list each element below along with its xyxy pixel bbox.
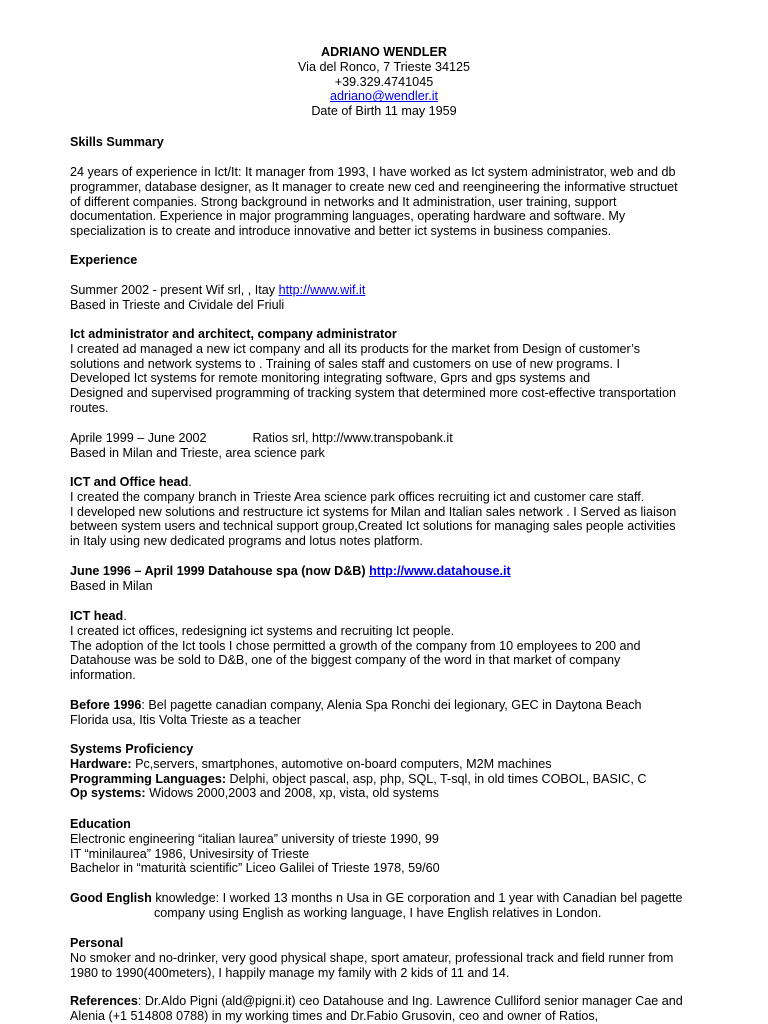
before-1996 [70,698,710,728]
skills-line: 24 years of experience in Ict/It: It manager from 1993, I have worked as Ict system administrator, web and db [70,165,676,179]
job2-header [70,431,710,461]
phone: +39.329.4741045 [334,74,434,89]
job3-role: ICT head [70,609,124,623]
job2-based: Based in Milan and Trieste, area science park [70,445,325,460]
experience-heading-block [70,253,710,268]
experience-heading: Experience [70,253,138,267]
os-text: Widows 2000,2003 and 2008, xp, vista, old systems [145,786,439,801]
hardware-label: Hardware: [70,756,132,771]
candidate-name: ADRIANO WENDLER [321,45,447,59]
job2-company: Ratios srl, http://www.transpobank.it [252,431,453,445]
job1-line: I created ad managed a new ict company and all its products for the market from Design of customer’s [70,341,641,356]
job2-line: between system users and technical support group,Created Ict solutions for managing sales people activities [70,519,676,534]
education-heading: Education [70,817,131,831]
job3-period: June 1996 – April 1999 Datahouse spa (now D&B) [70,564,370,578]
skills-line: programmer, database designer, as It manager to create new ced and reengineering the informative structuet [70,179,678,194]
job1-line: Designed and supervised programming of tracking system that determined more cost-effective transportation [70,386,676,401]
job3-line: information. [70,668,136,683]
job3-url-link[interactable]: http://www.datahouse.it [369,564,511,578]
email-link[interactable]: adriano@wendler.it [330,89,438,104]
education-line: Electronic engineering “italian laurea” university of trieste 1990, 99 [70,831,439,846]
personal-line: 1980 to 1990(400meters), I happily manage my family with 2 kids of 11 and 14. [70,965,510,980]
job1-line: solutions and network systems to . Training of sales staff and customers on use of new programs. I [70,356,620,371]
education-line: Bachelor in “maturità scientific” Liceo Galilei of Trieste 1978, 59/60 [70,861,440,876]
job1-header [70,283,710,313]
job1-url-link[interactable]: http://www.wif.it [278,283,366,297]
job2-role-suffix: . [188,475,192,489]
skills-line: documentation. Experience in major programming languages, operating hardware and software. My [70,209,626,224]
job3-line: The adoption of the Ict tools I chose permitted a growth of the company from 10 employees to 200 and [70,638,641,653]
references-section [70,994,710,1024]
skills-text [70,165,710,239]
os-label: Op systems: [70,786,146,801]
job2-period: Aprile 1999 – June 2002 [70,431,207,445]
job3-details [70,609,710,683]
english-text-line2: company using English as working language, I have English relatives in London. [154,905,602,920]
job2-line: I developed new solutions and restructure ict systems for Milan and Italian sales network . I Served as liaison [70,504,677,519]
skills-heading: Skills Summary [70,135,164,149]
job2-line: I created the company branch in Trieste Area science park offices recruiting ict and customer care staff. [70,489,645,504]
date-of-birth: Date of Birth 11 may 1959 [311,104,457,119]
references-label: References [70,994,138,1008]
job3-line: Datahouse was be sold to D&B, one of the biggest company of the word in that market of company [70,653,621,668]
job1-period: Summer 2002 - present Wif srl, , Itay [70,283,279,297]
job1-based: Based in Trieste and Cividale del Friuli [70,297,285,312]
english-section [70,891,710,921]
programming-text: Delphi, object pascal, asp, php, SQL, T-sql, in old times COBOL, BASIC, C [226,771,647,786]
job3-header [70,564,710,594]
personal-heading: Personal [70,936,124,950]
personal-line: No smoker and no-drinker, very good physical shape, sport amateur, professional track and field runner from [70,950,674,965]
job3-role-suffix: . [123,609,127,623]
references-text: : Dr.Aldo Pigni (ald@pigni.it) ceo Datahouse and Ing. Lawrence Culliford senior manager Cae and [137,994,683,1008]
job1-line: Developed Ict systems for remote monitoring integrating software, Gprs and gps systems and [70,371,591,386]
resume-header [0,45,768,119]
english-text: knowledge: I worked 13 months n Usa in GE corporation and 1 year with Canadian bel pagette [151,891,683,905]
skills-line: of different companies. Strong background in networks and It administration, user training, support [70,194,617,209]
job3-based: Based in Milan [70,578,153,593]
english-label: Good English [70,891,152,905]
job2-line: in Italy using new dedicated programs and lotus notes platform. [70,534,423,549]
job2-role: ICT and Office head [70,475,189,489]
systems-heading: Systems Proficiency [70,742,194,756]
job1-line: routes. [70,400,109,415]
job3-line: I created ict offices, redesigning ict systems and recruiting Ict people. [70,623,455,638]
systems-section [70,742,710,801]
job2-details [70,475,710,549]
before-text-line2: Florida usa, Itis Volta Trieste as a teacher [70,712,301,727]
education-line: IT “minilaurea” 1986, Univesirsity of Trieste [70,846,310,861]
job1-role: Ict administrator and architect, company administrator [70,327,397,341]
address: Via del Ronco, 7 Trieste 34125 [298,59,470,74]
education-section [70,817,710,876]
references-text-line2: Alenia (+1 514808 0788) in my working times and Dr.Fabio Grusovin, ceo and owner of Ratios, [70,1008,599,1023]
before-label: Before 1996 [70,698,142,712]
skills-section [70,135,710,150]
programming-label: Programming Languages: [70,771,227,786]
hardware-text: Pc,servers, smartphones, automotive on-board computers, M2M machines [131,756,552,771]
job1-details [70,327,710,416]
skills-line: specialization is to create and introduce innovative and better ict systems in business companies. [70,224,612,239]
before-text: : Bel pagette canadian company, Alenia Spa Ronchi dei legionary, GEC in Daytona Beach [141,698,642,712]
personal-section [70,936,710,980]
